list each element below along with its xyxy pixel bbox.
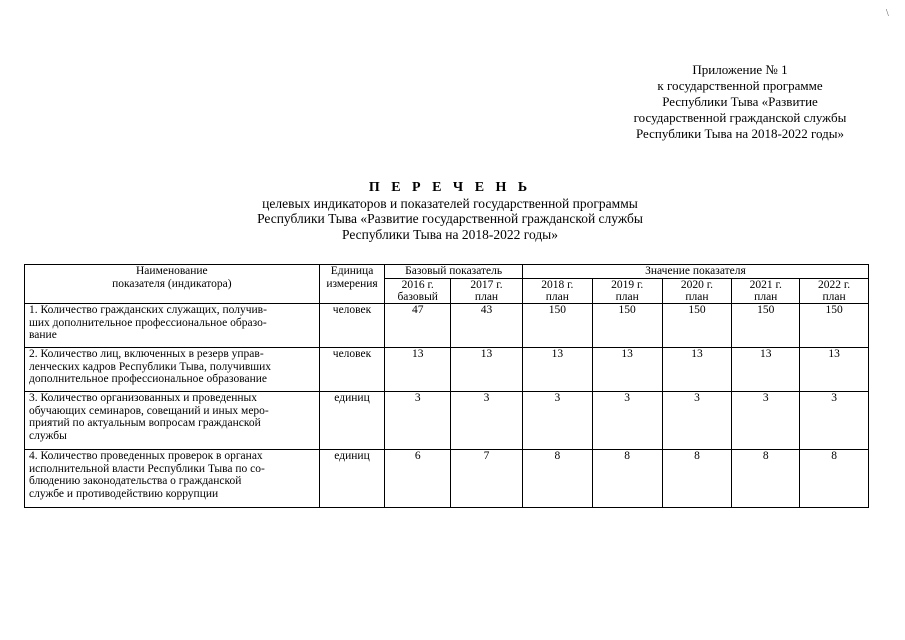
table-row	[25, 348, 869, 392]
heading-line: Республики Тыва на 2018-2022 годы»	[341, 226, 559, 242]
value-cell: 13	[385, 348, 451, 392]
indicator-name-line: 3. Количество организованных и проведенных	[29, 392, 258, 404]
indicator-name-line: дополнительное профессиональное образование	[29, 373, 267, 385]
header-name-line: показателя (индикатора)	[112, 277, 232, 290]
header-year	[732, 279, 800, 304]
header-unit	[319, 265, 385, 304]
header-year-kind: план	[754, 291, 778, 303]
value-cell: 13	[662, 348, 732, 392]
indicator-name-line: ших дополнительное профессиональное образо-	[29, 316, 267, 329]
header-year-label: 2018 г.	[541, 279, 574, 291]
appendix-note	[580, 62, 900, 142]
value-cell: 150	[522, 304, 592, 348]
header-value-group: Значение показателя	[522, 265, 868, 279]
header-year	[451, 279, 523, 304]
header-year-kind: план	[474, 291, 499, 303]
header-year-label: 2016 г.	[401, 279, 434, 291]
header-year-label: 2019 г.	[611, 279, 644, 291]
indicator-name-line: 1. Количество гражданских служащих, получив-	[29, 304, 267, 316]
header-year-label: 2021 г.	[749, 279, 782, 291]
document-heading	[150, 180, 750, 242]
value-cell: 150	[732, 304, 800, 348]
header-year-label: 2022 г.	[817, 279, 851, 291]
value-cell: 13	[800, 348, 869, 392]
value-cell: 3	[522, 392, 592, 450]
header-name-line: Наименование	[136, 265, 208, 277]
header-year	[800, 279, 869, 304]
document-title: П Е Р Е Ч Е Н Ь	[368, 180, 532, 195]
header-year-kind: план	[545, 291, 569, 303]
appendix-line: Республики Тыва на 2018-2022 годы»	[635, 126, 845, 141]
value-cell: 3	[592, 392, 662, 450]
indicator-name	[25, 304, 320, 348]
corner-mark: \	[886, 8, 889, 19]
table-row	[25, 304, 869, 348]
value-cell: 13	[592, 348, 662, 392]
indicator-name-line: ленческих кадров Республики Тыва, получивших	[29, 360, 272, 373]
value-cell: 13	[451, 348, 523, 392]
header-year-kind: базовый	[397, 291, 438, 303]
indicator-name-line: 2. Количество лиц, включенных в резерв управ-	[29, 348, 264, 360]
header-year	[662, 279, 732, 304]
value-cell: 8	[732, 450, 800, 508]
header-year	[592, 279, 662, 304]
appendix-line: Приложение № 1	[692, 62, 788, 77]
value-cell: 8	[592, 450, 662, 508]
indicator-name	[25, 348, 320, 392]
indicator-name	[25, 392, 320, 450]
value-cell: 47	[385, 304, 451, 348]
value-cell: 150	[592, 304, 662, 348]
table-header-row	[25, 265, 869, 279]
indicator-name-line: приятий по актуальным вопросам гражданской	[29, 417, 261, 429]
header-year-kind: план	[615, 291, 639, 303]
heading-line: Республики Тыва «Развитие государственной гражданской службы	[257, 211, 643, 226]
indicator-name-line: обучающих семинаров, совещаний и иных меро-	[29, 404, 269, 417]
value-cell: 13	[732, 348, 800, 392]
header-year	[385, 279, 451, 304]
header-year-kind: план	[685, 291, 709, 303]
value-cell: 150	[662, 304, 732, 348]
indicator-name-line: блюдению законодательства о гражданской	[29, 475, 242, 487]
header-year-label: 2020 г.	[680, 279, 714, 291]
value-cell: 8	[522, 450, 592, 508]
header-base-group: Базовый показатель	[385, 265, 523, 279]
value-cell: 8	[662, 450, 732, 508]
header-year-label: 2017 г.	[470, 279, 503, 291]
value-cell: 43	[451, 304, 523, 348]
indicator-name-line: вание	[29, 329, 57, 341]
appendix-line: государственной гражданской службы	[633, 110, 847, 125]
header-year-kind: план	[822, 291, 846, 303]
value-cell: 3	[800, 392, 869, 450]
value-cell: 13	[522, 348, 592, 392]
indicators-table	[24, 264, 869, 508]
value-cell: 7	[451, 450, 523, 508]
value-cell: 3	[385, 392, 451, 450]
table-row	[25, 392, 869, 450]
indicator-name-line: службы	[29, 429, 67, 442]
indicator-unit: человек	[319, 348, 385, 392]
table-row	[25, 450, 869, 508]
value-cell: 6	[385, 450, 451, 508]
value-cell: 8	[800, 450, 869, 508]
value-cell: 3	[732, 392, 800, 450]
indicator-unit: человек	[319, 304, 385, 348]
indicator-name	[25, 450, 320, 508]
indicator-unit: единиц	[319, 392, 385, 450]
heading-line: целевых индикаторов и показателей государственной программы	[262, 195, 638, 211]
appendix-line: к государственной программе	[657, 78, 823, 93]
indicator-name-line: службе и противодействию коррупции	[29, 487, 219, 500]
header-unit-line: измерения	[326, 277, 378, 290]
indicator-name-line: исполнительной власти Республики Тыва по со-	[29, 462, 265, 475]
value-cell: 150	[800, 304, 869, 348]
appendix-line: Республики Тыва «Развитие	[662, 94, 818, 109]
header-name	[25, 265, 320, 304]
value-cell: 3	[662, 392, 732, 450]
indicator-name-line: 4. Количество проведенных проверок в органах	[29, 450, 263, 462]
value-cell: 3	[451, 392, 523, 450]
indicator-unit: единиц	[319, 450, 385, 508]
header-unit-line: Единица	[330, 265, 374, 277]
header-year	[522, 279, 592, 304]
